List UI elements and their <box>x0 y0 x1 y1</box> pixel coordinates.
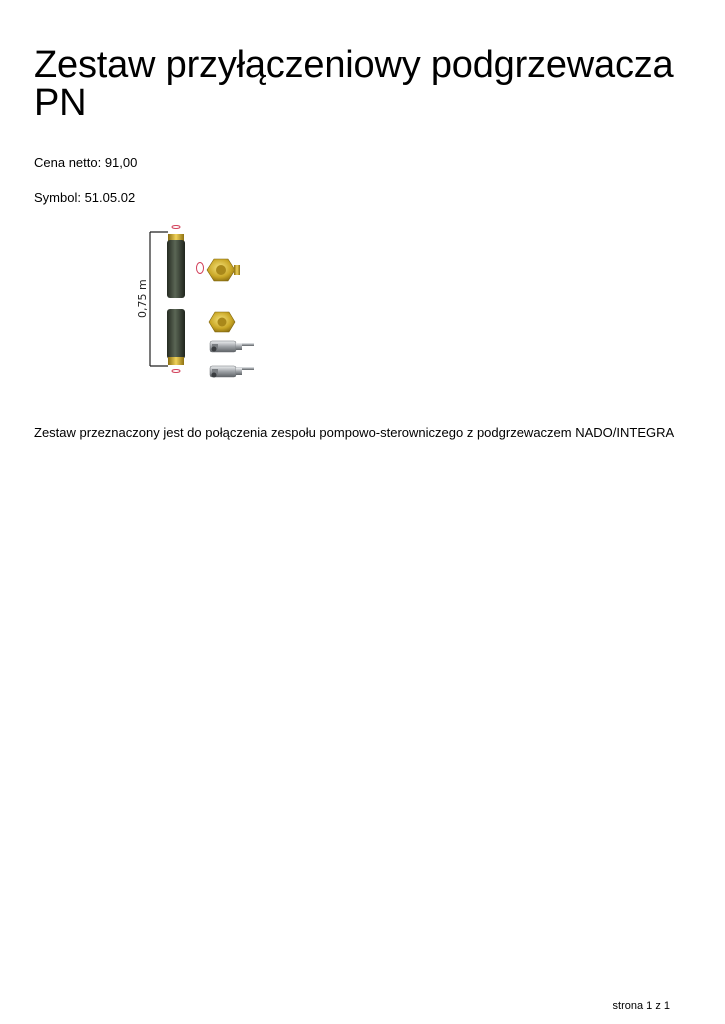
ball-valve-icon <box>210 341 254 352</box>
brass-nut-icon <box>209 312 235 332</box>
seal-ring-icon <box>172 370 180 373</box>
dimension-line <box>150 232 168 366</box>
product-image <box>132 218 260 388</box>
page-title: Zestaw przyłączeniowy podgrzewacza PN <box>34 44 674 124</box>
insulated-hose-icon <box>167 309 185 365</box>
seal-ring-icon <box>197 263 204 274</box>
seal-ring-icon <box>172 226 180 229</box>
page-number: strona 1 z 1 <box>612 1000 670 1012</box>
product-symbol: Symbol: 51.05.02 <box>34 190 136 205</box>
length-label: 0,75 m <box>136 279 149 318</box>
net-price: Cena netto: 91,00 <box>34 155 138 170</box>
product-description: Zestaw przeznaczony jest do połączenia zespołu pompowo-sterowniczego z podgrzewaczem NADO/INTEGRA <box>34 425 675 440</box>
brass-nut-icon <box>207 259 240 281</box>
insulated-hose-icon <box>167 234 185 298</box>
ball-valve-icon <box>210 366 254 378</box>
